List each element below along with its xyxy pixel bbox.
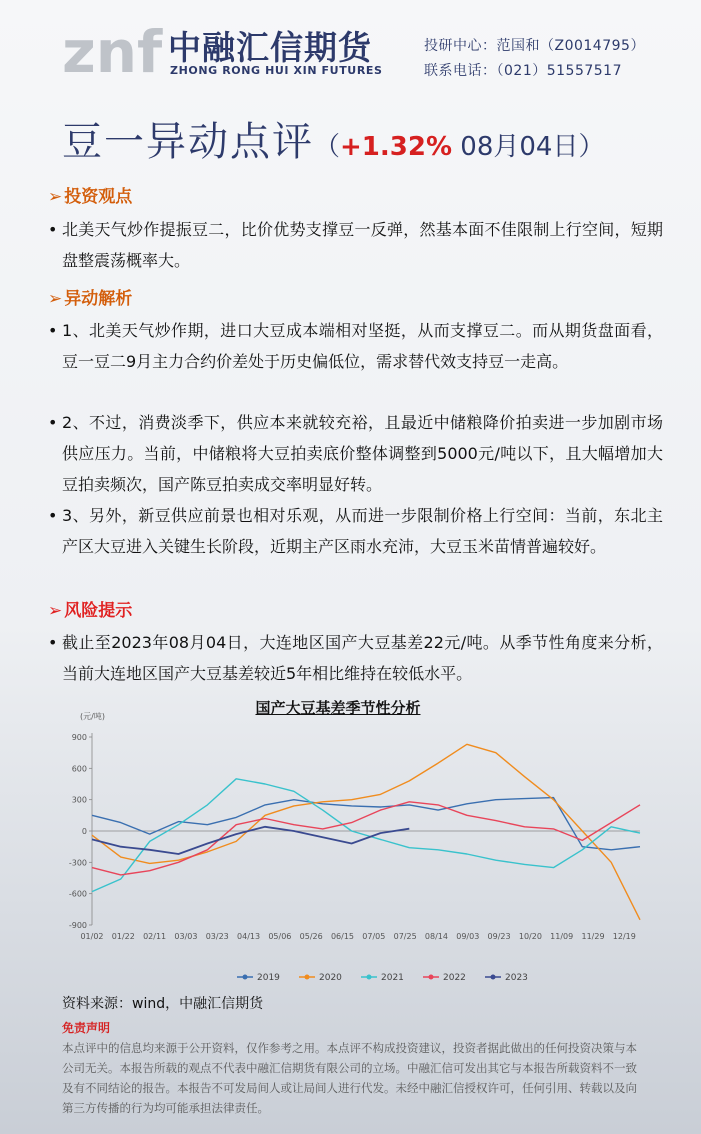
series-line-2020	[92, 744, 640, 920]
list-item: • 北美天气炒作提振豆二，比价优势支撑豆一反弹，然基本面不佳限制上行空间，短期盘整震荡概率大。	[48, 214, 663, 276]
legend-label-2021: 2021	[381, 973, 404, 983]
y-tick-label: 600	[71, 764, 87, 774]
arrow-icon: ➢	[48, 187, 63, 207]
legend-marker-2021	[367, 975, 372, 980]
legend-label-2023: 2023	[505, 973, 528, 983]
page-title	[62, 110, 604, 167]
chart-title: 国产大豆基差季节性分析	[255, 699, 421, 717]
x-tick-label: 03/23	[205, 932, 229, 941]
x-tick-label: 05/06	[268, 932, 292, 941]
title-change: +1.32%	[340, 132, 453, 162]
x-tick-label: 09/23	[487, 932, 511, 941]
section-heading-view: ➢ 投资观点	[48, 187, 133, 207]
x-tick-label: 11/09	[550, 932, 574, 941]
x-tick-label: 02/11	[143, 932, 167, 941]
section-heading-analysis: ➢ 异动解析	[48, 289, 133, 309]
arrow-icon: ➢	[48, 289, 63, 309]
legend-marker-2020	[305, 975, 310, 980]
x-tick-label: 07/25	[393, 932, 417, 941]
x-tick-label: 09/03	[456, 932, 480, 941]
disclaimer-text: 本点评中的信息均来源于公开资料，仅作参考之用。本点评不构成投资建议，投资者据此做出的任何投资决策与本公司无关。本报告所载的观点不代表中融汇信期货有限公司的立场。中融汇信可发出其它与本报告所载资料不一致及有不同结论的报告。本报告不可发局间人或让局间人进行代发。未经中融汇信授权许可，任何引用、转载以及向第三方传播的行为均可能承担法律责任。	[62, 1041, 637, 1115]
y-tick-label: -300	[68, 858, 87, 868]
disclaimer-title: 免责声明	[62, 1021, 111, 1035]
source-note: 资料来源：wind，中融汇信期货	[62, 996, 264, 1012]
series-line-2021	[92, 779, 640, 892]
y-tick-label: -900	[68, 921, 87, 930]
x-tick-label: 11/29	[581, 932, 605, 941]
bullet-icon: •	[48, 506, 58, 525]
contact-research: 投研中心：范国和（Z0014795）	[424, 38, 645, 54]
x-tick-label: 01/22	[111, 932, 135, 941]
x-tick-label: 06/15	[330, 932, 355, 941]
arrow-icon: ➢	[48, 601, 63, 621]
title-date: 08月04日）	[452, 132, 605, 162]
company-name-en: ZHONG RONG HUI XIN FUTURES	[170, 64, 383, 77]
legend-marker-2019	[243, 975, 248, 980]
legend-marker-2023	[491, 975, 496, 980]
list-item: • 3、另外，新豆供应前景也相对乐观，从而进一步限制价格上行空间：当前，东北主产区大豆进入关键生长阶段，近期主产区雨水充沛，大豆玉米苗情普遍较好。	[48, 500, 663, 562]
list-item: • 2、不过，消费淡季下，供应本来就较充裕，且最近中储粮降价拍卖进一步加剧市场供应压力。当前，中储粮将大豆拍卖底价整体调整到5000元/吨以下，且大幅增加大豆拍卖频次，国产陈豆拍卖成交率明显好转。	[48, 407, 663, 500]
y-unit-label: (元/吨)	[80, 712, 105, 721]
x-tick-label: 01/02	[80, 932, 104, 941]
y-tick-label: -600	[68, 889, 87, 899]
y-tick-label: 900	[71, 733, 87, 742]
title-paren: （	[314, 132, 341, 162]
list-item: • 1、北美天气炒作期，进口大豆成本端相对坚挺，从而支撑豆二。而从期货盘面看，豆一豆二9月主力合约价差处于历史偏低位，需求替代效支持豆一走高。	[48, 315, 663, 377]
y-tick-label: 300	[71, 795, 87, 805]
company-logo	[60, 10, 165, 82]
list-item: • 截止至2023年08月04日，大连地区国产大豆基差22元/吨。从季节性角度来分析，当前大连地区国产大豆基差较近5年相比维持在较低水平。	[48, 627, 663, 689]
company-name-cn: 中融汇信期货	[168, 28, 372, 67]
legend-label-2020: 2020	[319, 973, 342, 983]
legend-label-2019: 2019	[257, 973, 280, 983]
x-tick-label: 08/14	[424, 932, 448, 941]
series-line-2019	[92, 798, 640, 850]
x-tick-label: 03/03	[174, 932, 198, 941]
x-tick-label: 04/13	[237, 932, 261, 941]
legend-marker-2022	[429, 975, 434, 980]
x-tick-label: 07/05	[362, 932, 386, 941]
section-heading-risk: ➢ 风险提示	[48, 601, 133, 621]
bullet-icon: •	[48, 633, 58, 652]
bullet-icon: •	[48, 321, 58, 340]
title-main: 豆一异动点评	[62, 119, 314, 165]
bullet-icon: •	[48, 413, 58, 432]
x-tick-label: 10/20	[518, 932, 542, 941]
x-tick-label: 12/19	[612, 932, 636, 941]
svg-text:znf: znf	[62, 18, 163, 82]
legend-label-2022: 2022	[443, 973, 466, 983]
contact-phone: 联系电话：（021）51557517	[424, 63, 622, 79]
bullet-icon: •	[48, 220, 58, 239]
basis-seasonal-chart	[62, 705, 652, 990]
y-tick-label: 0	[81, 827, 87, 836]
x-tick-label: 05/26	[299, 932, 323, 941]
